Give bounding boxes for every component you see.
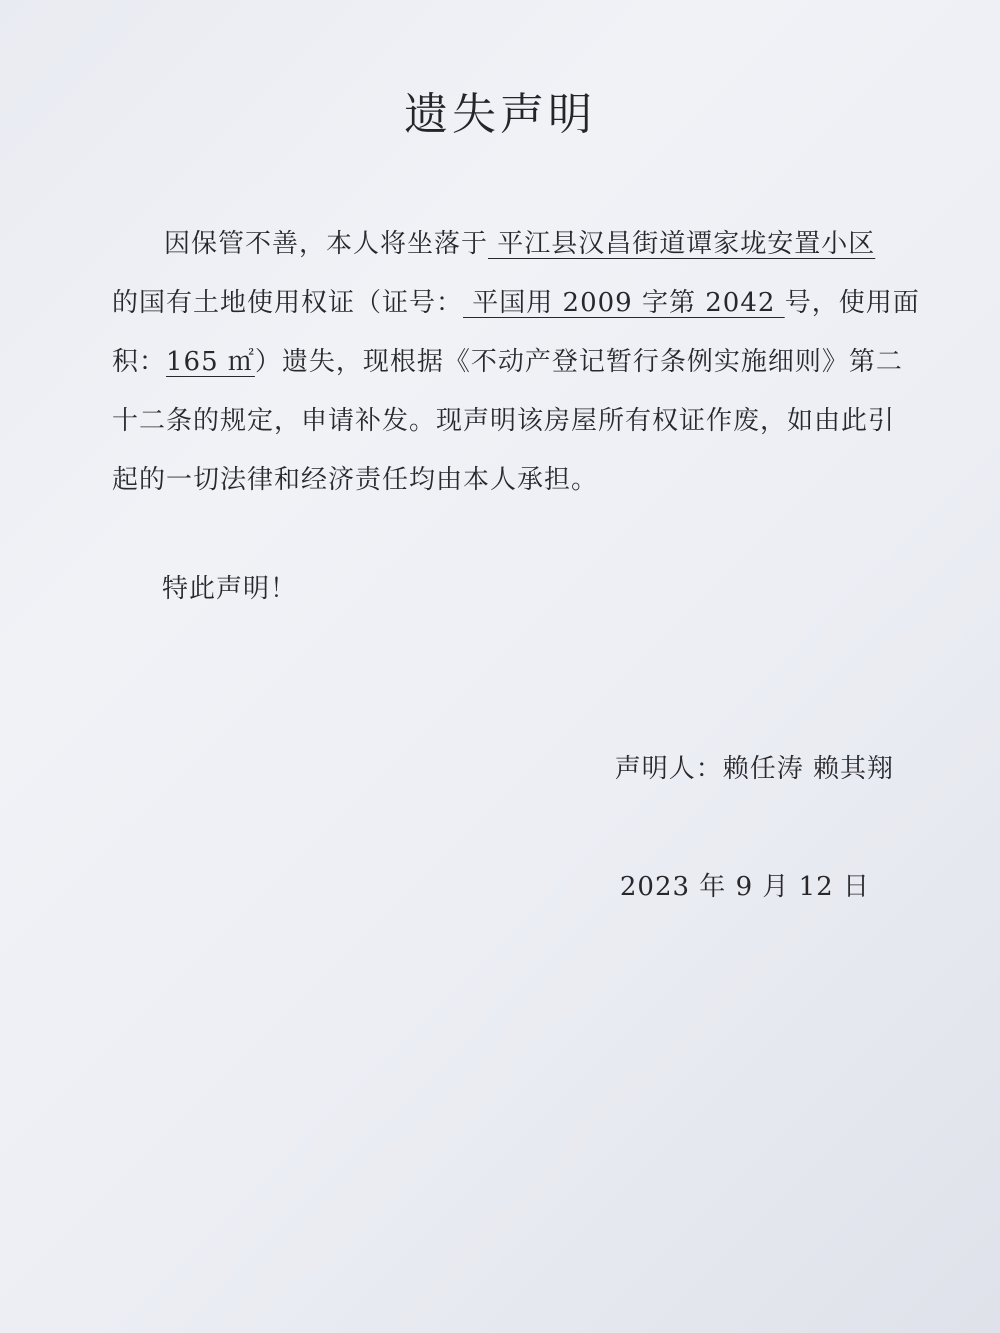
line3-prefix: 积： xyxy=(112,347,167,377)
paragraph-line-2 xyxy=(112,274,920,333)
line2-prefix: 的国有土地使用权证（证号： xyxy=(112,288,464,318)
closing-statement: 特此声明！ xyxy=(162,574,298,604)
declaration-paragraph xyxy=(112,215,920,510)
line1-prefix: 因保管不善，本人将坐落于 xyxy=(164,229,489,259)
paragraph-line-3 xyxy=(112,333,902,392)
line2-suffix: 号，使用面 xyxy=(784,288,920,318)
declarant-signature: 声明人：赖任涛 赖其翔 xyxy=(614,754,894,784)
declaration-date: 2023 年 9 月 12 日 xyxy=(619,872,870,902)
certificate-number: 平国用 2009 字第 2042 xyxy=(463,288,785,318)
property-location: 平江县汉昌街道谭家垅安置小区 xyxy=(488,229,876,259)
page-title: 遗失声明 xyxy=(404,89,596,140)
paragraph-line-5: 起的一切法律和经济责任均由本人承担。 xyxy=(112,465,599,495)
paragraph-line-4: 十二条的规定，申请补发。现声明该房屋所有权证作废，如由此引 xyxy=(112,406,896,436)
line3-suffix: ）遗失，现根据《不动产登记暂行条例实施细则》第二 xyxy=(254,347,903,377)
paragraph-line-1 xyxy=(112,215,902,274)
land-area: 165 ㎡ xyxy=(166,347,255,377)
